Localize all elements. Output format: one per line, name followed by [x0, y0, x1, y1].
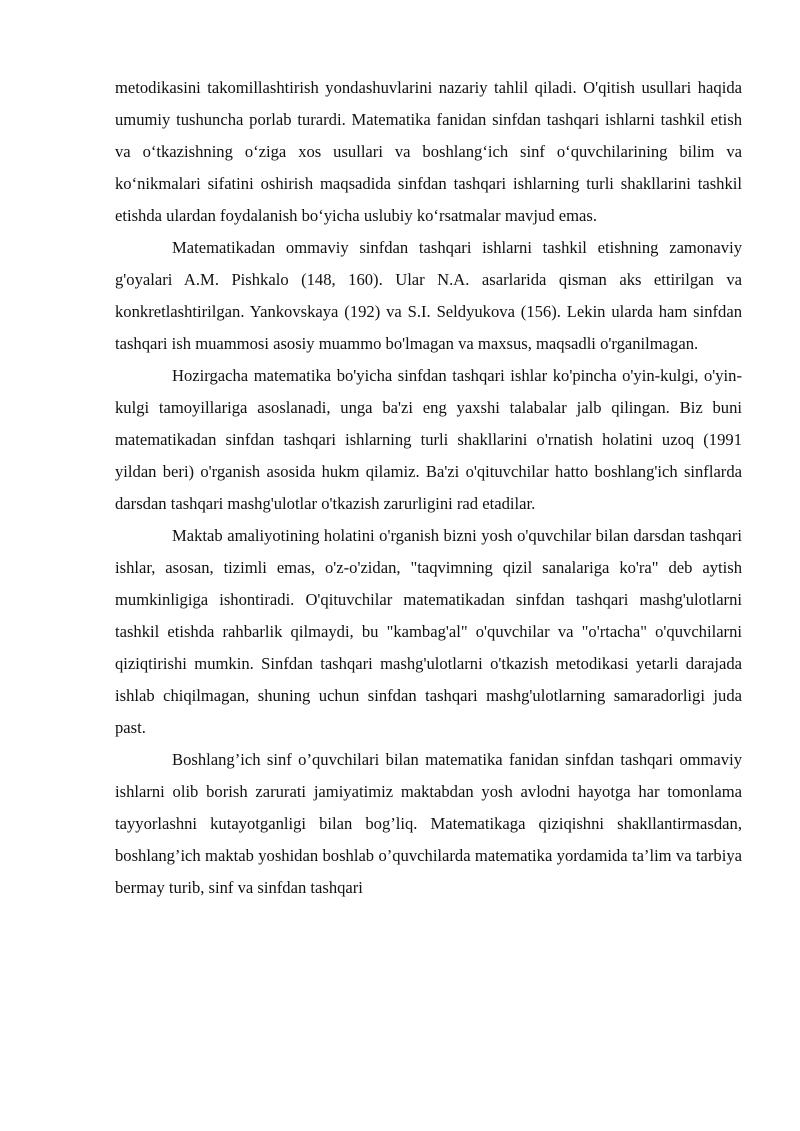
paragraph-5: Boshlang’ich sinf o’quvchilari bilan matematika fanidan sinfdan tashqari ommaviy ishlarni olib borish zarurati jamiyatimiz maktabdan yosh avlodni hayotga har tomonlama tayyorlashni kutayotganligi bilan bog’liq. Matematikaga qiziqishni shakllantirmasdan, boshlang’ich maktab yoshidan boshlab o’quvchilarda matematika yordamida ta’lim va tarbiya bermay turib, sinf va sinfdan tashqari	[115, 750, 742, 897]
paragraph-4: Maktab amaliyotining holatini o'rganish bizni yosh o'quvchilar bilan darsdan tashqari ishlar, asosan, tizimli emas, o'z-o'zidan, "taqvimning qizil sanalariga ko'ra" deb aytish mumkinligiga ishontiradi. O'qituvchilar matematikadan sinfdan tashqari mashg'ulotlarni tashkil etishda rahbarlik qilmaydi, bu "kambag'al" o'quvchilar va "o'rtacha" o'quvchilarni qiziqtirishi mumkin. Sinfdan tashqari mashg'ulotlarni o'tkazish metodikasi yetarli darajada ishlab chiqilmagan, shuning uchun sinfdan tashqari mashg'ulotlarning samaradorligi juda past.	[115, 526, 742, 737]
paragraph-2: Matematikadan ommaviy sinfdan tashqari ishlarni tashkil etishning zamonaviy g'oyalari A.M. Pishkalo (148, 160). Ular N.A. asarlarida qisman aks ettirilgan va konkretlashtirilgan. Yankovskaya (192) va S.I. Seldyukova (156). Lekin ularda ham sinfdan tashqari ish muammosi asosiy muammo bo'lmagan va maxsus, maqsadli o'rganilmagan.	[115, 238, 742, 353]
paragraph-1: metodikasini takomillashtirish yondashuvlarini nazariy tahlil qiladi. O'qitish usullari haqida umumiy tushuncha porlab turardi. Matematika fanidan sinfdan tashqari ishlarni tashkil etish va o‘tkazishning o‘ziga xos usullari va boshlang‘ich sinf o‘quvchilarining bilim va ko‘nikmalari sifatini oshirish maqsadida sinfdan tashqari ishlarning turli shakllarini tashkil etishda ulardan foydalanish bo‘yicha uslubiy ko‘rsatmalar mavjud emas.	[115, 78, 742, 225]
document-page	[115, 72, 742, 904]
paragraph-3: Hozirgacha matematika bo'yicha sinfdan tashqari ishlar ko'pincha o'yin-kulgi, o'yin-kulgi tamoyillariga asoslanadi, unga ba'zi eng yaxshi talabalar jalb qilingan. Biz buni matematikadan sinfdan tashqari ishlarning turli shakllarini o'rnatish holatini uzoq (1991 yildan beri) o'rganish asosida hukm qilamiz. Ba'zi o'qituvchilar hatto boshlang'ich sinflarda darsdan tashqari mashg'ulotlar o'tkazish zarurligini rad etadilar.	[115, 366, 742, 513]
